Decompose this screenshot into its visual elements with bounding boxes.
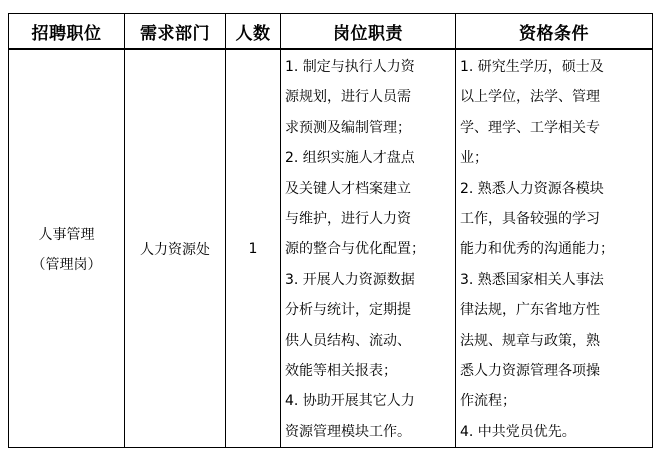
duties-line: 4. 协助开展其它人力 — [285, 393, 415, 410]
qualification-line: 业； — [460, 150, 488, 167]
qualifications-cell — [456, 49, 653, 448]
header-row — [9, 14, 653, 50]
duties-line: 与维护，进行人力资 — [285, 210, 411, 227]
qualification-line: 律法规，广东省地方性 — [460, 302, 600, 319]
duties-line: 及关键人才档案建立 — [285, 180, 411, 197]
qualification-line: 能力和优秀的沟通能力； — [460, 241, 614, 258]
duties-cell — [281, 49, 456, 448]
duties-line: 3. 开展人力资源数据 — [285, 271, 415, 288]
duties-line: 求预测及编制管理； — [285, 119, 411, 136]
qualification-line: 作流程； — [460, 393, 516, 410]
duties-line: 资源管理模块工作。 — [285, 423, 411, 440]
duties-line: 供人员结构、流动、 — [285, 332, 411, 349]
table-row — [9, 49, 653, 448]
qualification-line: 以上学位，法学、管理 — [460, 89, 600, 106]
department-cell: 人力资源处 — [125, 49, 226, 448]
header-qualifications: 资格条件 — [456, 14, 653, 50]
header-count: 人数 — [226, 14, 281, 50]
qualification-line: 3. 熟悉国家相关人事法 — [460, 271, 604, 288]
qualification-line: 工作，具备较强的学习 — [460, 210, 600, 227]
position-title: 人事管理 — [38, 226, 95, 243]
duties-line: 分析与统计，定期提 — [285, 302, 411, 319]
header-department: 需求部门 — [125, 14, 226, 50]
duties-line: 效能等相关报表； — [285, 362, 397, 379]
qualification-line: 4. 中共党员优先。 — [460, 423, 576, 440]
header-duties: 岗位职责 — [281, 14, 456, 50]
duties-line: 2. 组织实施人才盘点 — [285, 150, 415, 167]
qualification-line: 悉人力资源管理各项操 — [460, 362, 600, 379]
duties-line: 1. 制定与执行人力资 — [285, 59, 415, 75]
qualification-line: 法规、规章与政策，熟 — [460, 332, 600, 349]
qualification-line: 学、理学、工学相关专 — [460, 119, 600, 136]
duties-line: 源规划，进行人员需 — [285, 89, 411, 106]
qualification-line: 2. 熟悉人力资源各模块 — [460, 180, 604, 197]
position-cell — [9, 49, 125, 448]
position-type: （管理岗） — [31, 256, 102, 273]
qualification-line: 1. 研究生学历，硕士及 — [460, 59, 604, 75]
recruitment-table — [8, 13, 653, 448]
count-cell: 1 — [226, 49, 281, 448]
header-position: 招聘职位 — [9, 14, 125, 50]
duties-line: 源的整合与优化配置； — [285, 241, 425, 258]
